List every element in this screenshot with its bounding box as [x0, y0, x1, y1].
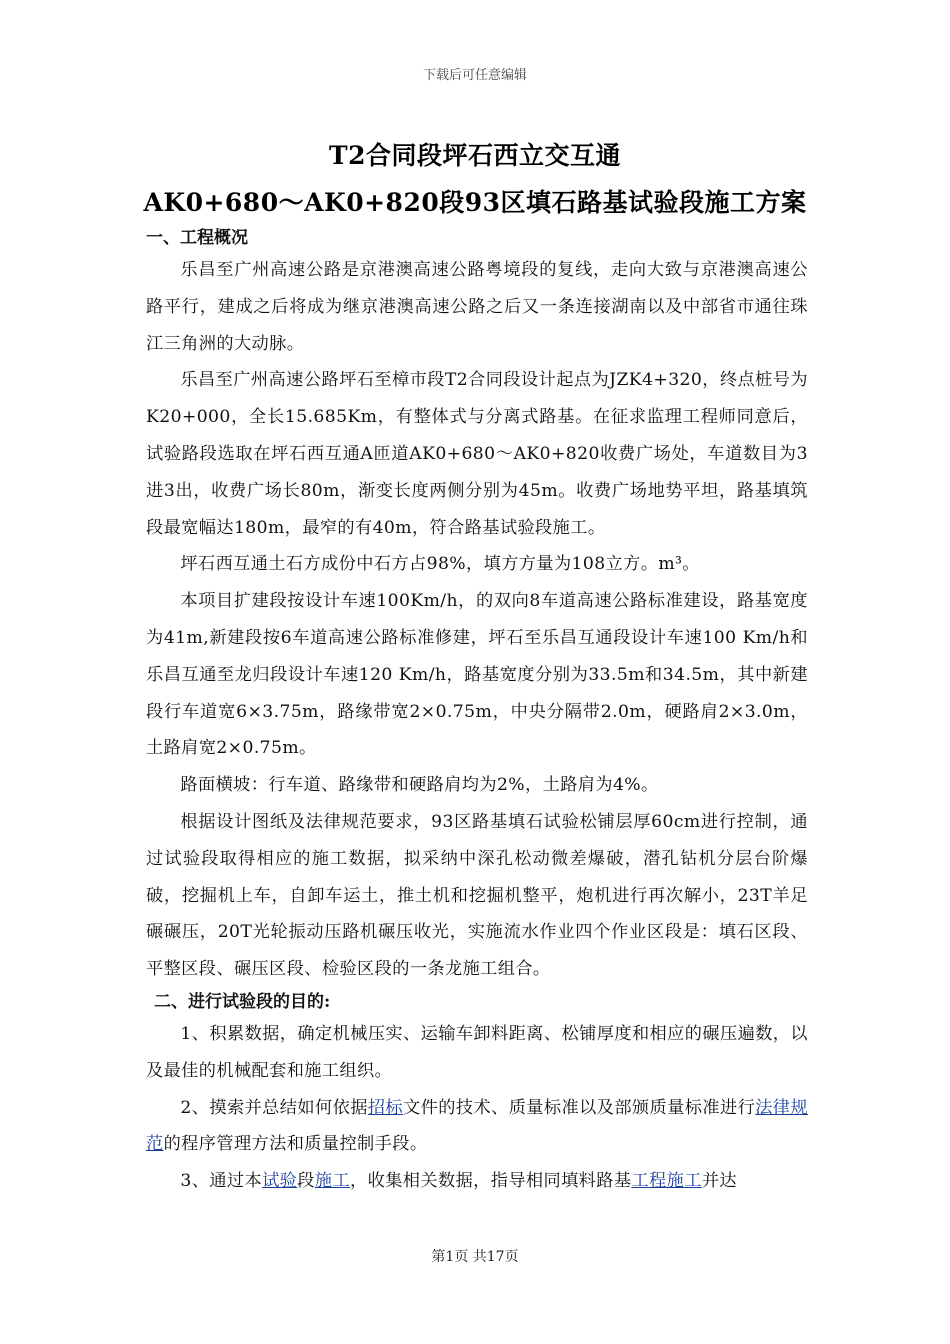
section-heading-purpose: 二、进行试验段的目的: [154, 991, 331, 1012]
paragraph: 坪石西互通土石方成份中石方占98%，填方方量为108立方。m³。 [180, 554, 700, 575]
paragraph: 根据设计图纸及法律规范要求，93区路基填石试验松铺层厚60cm进行控制，通过试验段取得相应的施工数据，拟采纳中深孔松动微差爆破，潜孔钻机分层台阶爆破，挖掘机上车，自卸车运土，推土机和挖掘机整平，炮机进行再次解小，23T羊足碾碾压，20T光轮振动压路机碾压收光，实施流水作业四个作业区段是：填石区段、平整区段、碾压区段、检验区段的一条龙施工组合。 [146, 811, 808, 980]
paragraph: 乐昌至广州高速公路坪石至樟市段T2合同段设计起点为JZK4+320，终点桩号为K20+000，全长15.685Km，有整体式与分离式路基。在征求监理工程师同意后，试验路段选取在坪石西互通A匝道AK0+680～AK0+820收费广场处，车道数目为3进3出，收费广场长80m，渐变长度两侧分别为45m。收费广场地势平坦，路基填筑段最宽幅达180m，最窄的有40m，符合路基试验段施工。 [146, 370, 808, 538]
text-run: 文件的技术、质量标准以及部颁质量标准进行 [403, 1097, 756, 1118]
link-test[interactable]: 试验 [262, 1171, 298, 1192]
list-item: 1、积累数据，确定机械压实、运输车卸料距离、松铺厚度和相应的碾压遍数，以及最佳的机械配套和施工组织。 [146, 1023, 808, 1081]
link-engineering-construction[interactable]: 工程施工 [631, 1171, 702, 1192]
paragraph: 路面横坡：行车道、路缘带和硬路肩均为2%，土路肩为4%。 [180, 775, 659, 796]
document-title-line2: AK0+680～AK0+820段93区填石路基试验段施工方案 [143, 188, 807, 217]
page-footer: 第1页 共17页 [431, 1249, 519, 1265]
link-construction[interactable]: 施工 [314, 1171, 351, 1192]
document-body [146, 226, 808, 1200]
paragraph: 本项目扩建段按设计车速100Km/h，的双向8车道高速公路标准建设，路基宽度为41m,新建段按6车道高速公路标准修建，坪石至乐昌互通段设计车速100 Km/h和乐昌互通至龙归段设计车速120 Km/h，路基宽度分别为33.5m和34.5m，其中新建段行车道宽6×3.75m，路缘带宽2×0.75m，中央分隔带2.0m，硬路肩2×3.0m，土路肩宽2×0.75m。 [146, 591, 808, 759]
link-tender[interactable]: 招标 [367, 1097, 404, 1118]
text-run: 3、通过本 [180, 1171, 263, 1192]
section-heading-overview: 一、工程概况 [146, 228, 248, 248]
page-header: 下载后可任意编辑 [422, 68, 527, 83]
text-run: 并达 [701, 1171, 737, 1192]
list-item [146, 1090, 808, 1164]
text-run: ，收集相关数据，指导相同填料路基 [350, 1171, 632, 1192]
document-title-line1: T2合同段坪石西立交互通 [329, 141, 621, 170]
text-run: 的程序管理方法和质量控制手段。 [163, 1134, 428, 1155]
link-regulations[interactable]: 法律规范 [146, 1097, 808, 1155]
text-run: 2、摸索并总结如何依据 [180, 1097, 368, 1118]
list-item [146, 1163, 808, 1200]
paragraph: 乐昌至广州高速公路是京港澳高速公路粤境段的复线，走向大致与京港澳高速公路平行，建成之后将成为继京港澳高速公路之后又一条连接湖南以及中部省市通往珠江三角洲的大动脉。 [146, 260, 808, 354]
text-run: 段 [297, 1171, 315, 1192]
